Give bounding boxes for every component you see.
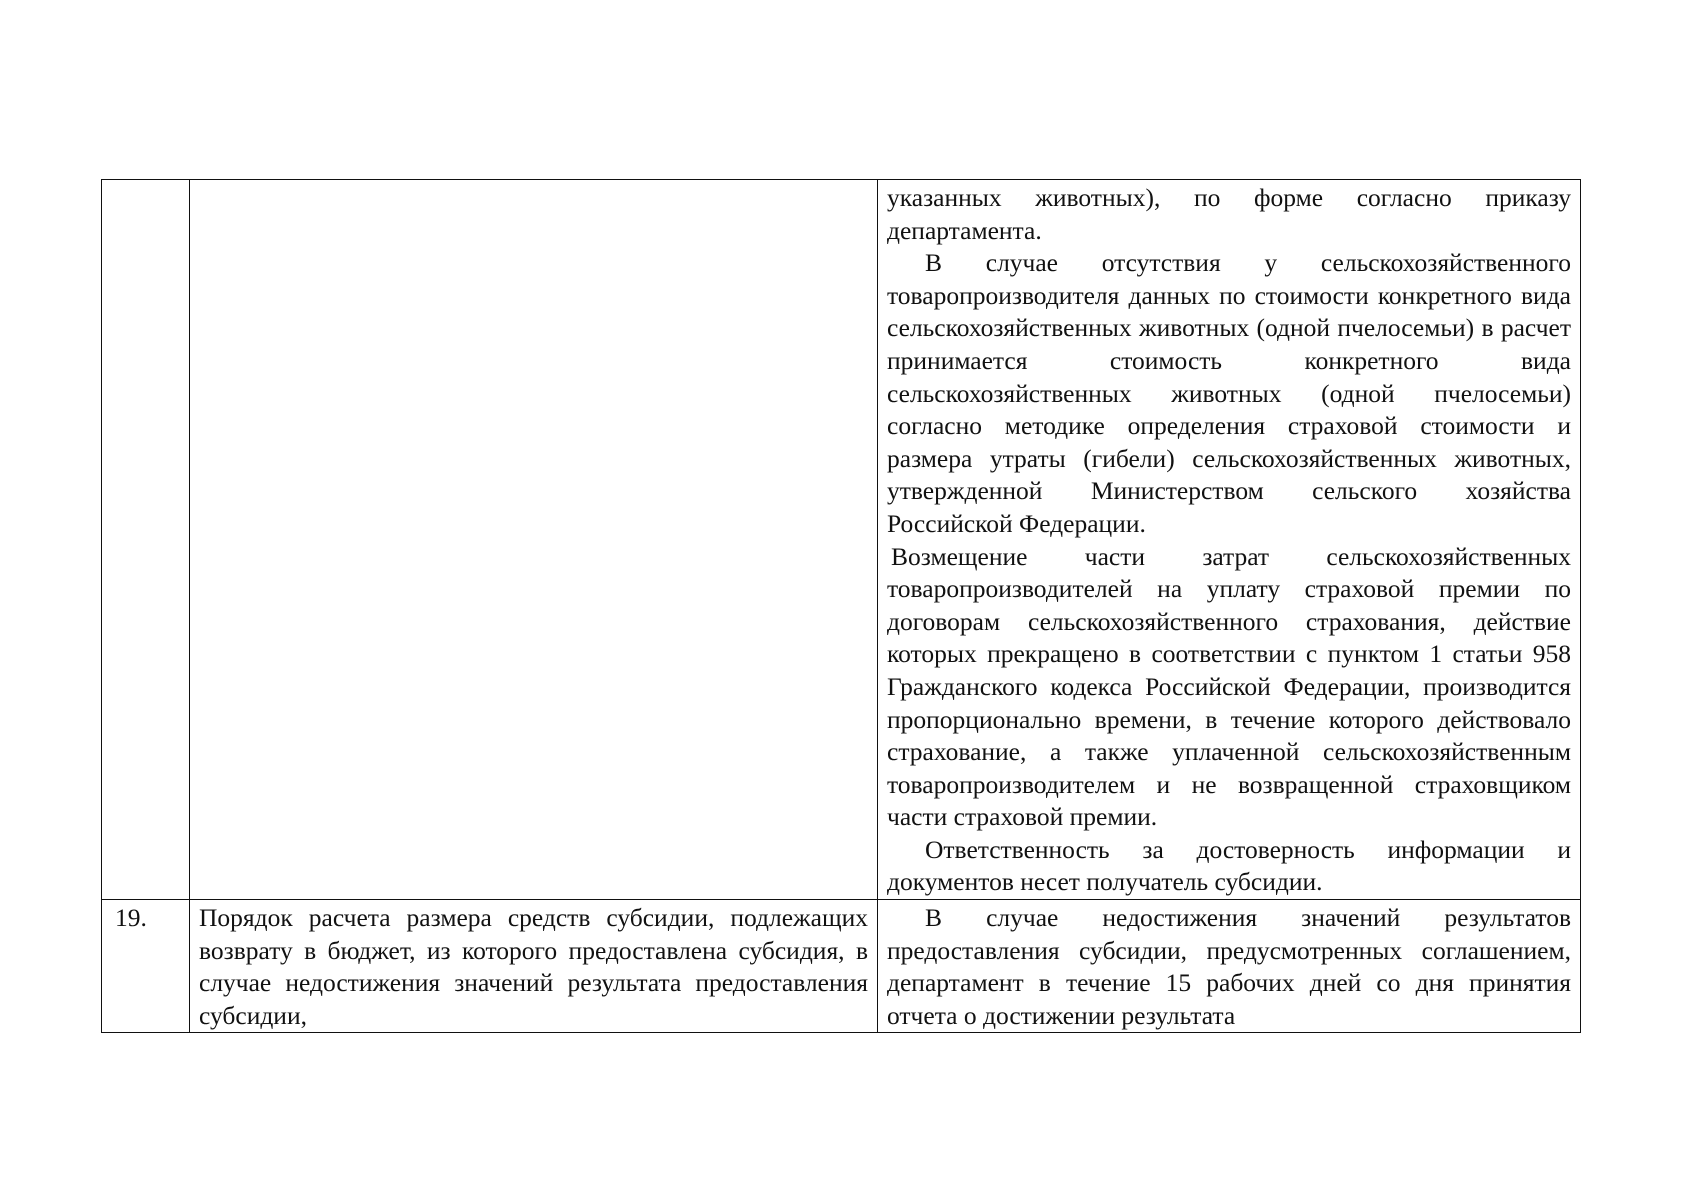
document-table [101, 179, 1581, 1033]
row-number-cell [102, 180, 190, 900]
paragraph: Ответственность за достоверность информации и документов несет получатель субсидии. [887, 834, 1571, 897]
row-text-cell [878, 900, 1581, 1033]
row-text-cell [878, 180, 1581, 900]
row-name [190, 180, 877, 182]
paragraph: В случае отсутствия у сельскохозяйственного товаропроизводителя данных по стоимости конкретного вида сельскохозяйственных животных (одной пчелосемьи) в расчет принимается стоимость конкретного вида сельскохозяйственных животных (одной пчелосемьи) согласно методике определения страховой стоимости и размера утраты (гибели) сельскохозяйственных животных, утвержденной Министерством сельского хозяйства Российской Федерации. [887, 248, 1571, 538]
paragraph: Возмещение части затрат сельскохозяйственных товаропроизводителей на уплату страховой премии по договорам сельскохозяйственного страхования, действие которых прекращено в соответствии с пунктом 1 статьи 958 Гражданского кодекса Российской Федерации, производится пропорционально времени, в течение которого действовало страхование, а также уплаченной сельскохозяйственным товаропроизводителем и не возвращенной страховщиком части страховой премии. [887, 541, 1571, 832]
row-name-cell [190, 180, 878, 900]
row-number [102, 180, 189, 182]
paragraph: В случае недостижения значений результатов предоставления субсидии, предусмотренных соглашением, департамент в течение 15 рабочих дней со дня принятия отчета о достижении результата [887, 903, 1571, 1030]
table-row [102, 180, 1581, 900]
paragraph: указанных животных), по форме согласно приказу департамента. [887, 183, 1571, 245]
row-number-cell [102, 900, 190, 1033]
row-name: Порядок расчета размера средств субсидии, подлежащих возврату в бюджет, из которого предоставлена субсидия, в случае недостижения значений результата предоставления субсидии, [199, 903, 868, 1030]
row-name-cell [190, 900, 878, 1033]
row-number: 19. [115, 903, 147, 933]
table-row [102, 900, 1581, 1033]
